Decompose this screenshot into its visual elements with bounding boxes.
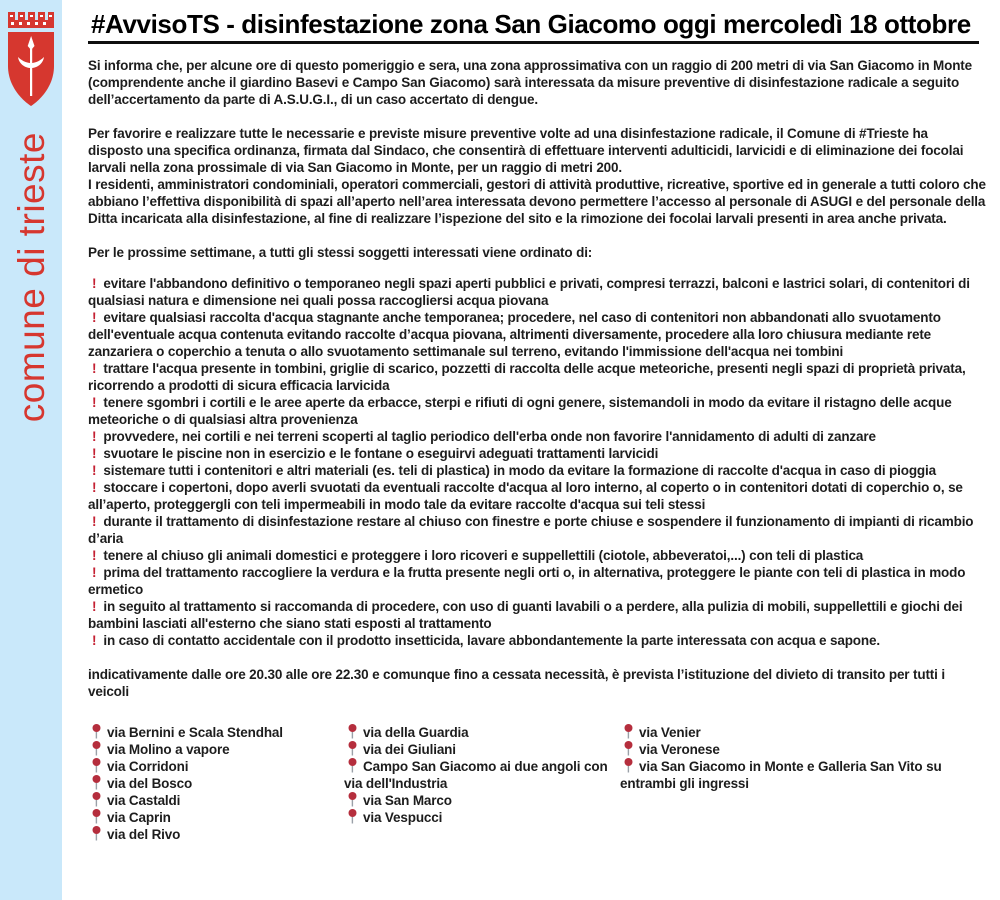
pin-icon: [92, 741, 101, 756]
pin-icon: [348, 792, 357, 807]
org-name-vertical: comune di trieste: [10, 132, 52, 423]
directive-text: trattare l'acqua presente in tombini, griglie di scarico, pozzetti di raccolta delle acque meteoriche, presenti negli spazi di proprietà privata, ricorrendo a prodotti di sicura efficacia larvicida: [88, 361, 966, 393]
directive-text: tenere al chiuso gli animali domestici e proteggere i loro ricoveri e suppellettili (ciotole, abbeveratoi,...) con teli di plastica: [103, 548, 864, 563]
directives-lead: Per le prossime settimane, a tutti gli stessi soggetti interessati viene ordinato di:: [88, 245, 593, 260]
exclamation-icon: !: [92, 565, 97, 580]
pin-icon: [624, 758, 633, 773]
street-item: via Vespucci: [344, 809, 620, 826]
streets-column-3: [620, 724, 986, 843]
directive-item: [88, 394, 986, 428]
directive-item: [88, 513, 986, 547]
street-item: via Veronese: [620, 741, 986, 758]
street-item: via Castaldi: [88, 792, 344, 809]
street-item: via San Marco: [344, 792, 620, 809]
pin-icon: [348, 724, 357, 739]
directive-text: tenere sgombri i cortili e le aree aperte da erbacce, sterpi e rifiuti di ogni genere, sistemandoli in modo da evitare il ristagno delle acque meteoriche o di qualsiasi altra provenienza: [88, 395, 952, 427]
exclamation-icon: !: [92, 548, 97, 563]
directive-item: [88, 428, 986, 445]
streets-column-2: [344, 724, 620, 843]
exclamation-icon: !: [92, 310, 97, 325]
exclamation-icon: !: [92, 361, 97, 376]
directive-item: [88, 462, 986, 479]
street-item: via Bernini e Scala Stendhal: [88, 724, 344, 741]
ordinance-paragraph-1: Per favorire e realizzare tutte le necessarie e previste misure preventive volte ad una disinfestazione radicale, il Comune di #Trieste ha disposto una specifica ordinanza, firmata dal Sindaco, che consentirà di effettuare interventi adulticidi, larvicidi e di eliminazione dei focolai larvali nella zona prossimale di via San Giacomo in Monte, per un raggio di metri 200.: [88, 126, 964, 175]
pin-icon: [624, 741, 633, 756]
directive-item: [88, 445, 986, 462]
notice-title: #AvvisoTS - disinfestazione zona San Giacomo oggi mercoledì 18 ottobre: [88, 8, 979, 44]
exclamation-icon: !: [92, 480, 97, 495]
street-item: Campo San Giacomo ai due angoli con via dell'Industria: [344, 759, 608, 791]
directive-text: sistemare tutti i contenitori e altri materiali (es. teli di plastica) in modo da evitare la formazione di raccolte d'acqua in caso di pioggia: [103, 463, 936, 478]
directives-list: [88, 275, 986, 649]
exclamation-icon: !: [92, 599, 97, 614]
pin-icon: [92, 809, 101, 824]
street-item: via Molino a vapore: [88, 741, 344, 758]
pin-icon: [92, 826, 101, 841]
directive-text: evitare qualsiasi raccolta d'acqua stagnante anche temporanea; procedere, nel caso di contenitori non abbandonati allo svuotamento dell'eventuale acqua contenuta evitando raccolte d’acqua piovana, altrimenti diversamente, procedere alla loro chiusura mediante rete zanzariera o coperchio a tenuta o allo svuotamento settimanale sul terreno, evitando l'immissione dell'acqua nei tombini: [88, 310, 941, 359]
directive-text: prima del trattamento raccogliere la verdura e la frutta presente negli orti o, in alternativa, proteggere le piante con teli di plastica in modo ermetico: [88, 565, 966, 597]
exclamation-icon: !: [92, 276, 97, 291]
exclamation-icon: !: [92, 463, 97, 478]
directive-item: [88, 479, 986, 513]
directive-text: durante il trattamento di disinfestazione restare al chiuso con finestre e porte chiuse e sospendere il funzionamento di impianti di ricambio d’aria: [88, 514, 974, 546]
street-item: via del Bosco: [88, 775, 344, 792]
directive-item: [88, 360, 986, 394]
exclamation-icon: !: [92, 429, 97, 444]
directive-text: stoccare i copertoni, dopo averli svuotati da eventuali raccolte d'acqua al loro interno, al coperto o in contenitori dotati di coperchio o, se all’aperto, proteggergli con teli impermeabili in modo tale da evitare raccolte d'acqua sui teli stessi: [88, 480, 963, 512]
exclamation-icon: !: [92, 446, 97, 461]
sidebar: [0, 0, 62, 900]
pin-icon: [92, 758, 101, 773]
directive-text: in caso di contatto accidentale con il prodotto insetticida, lavare abbondantemente la parte interessata con acqua e sapone.: [103, 633, 880, 648]
trieste-coat-of-arms-icon: [7, 10, 55, 120]
notice-body: [88, 8, 986, 843]
pin-icon: [624, 724, 633, 739]
pin-icon: [92, 775, 101, 790]
directive-item: [88, 632, 986, 649]
street-item: via del Rivo: [88, 826, 344, 843]
directive-text: svuotare le piscine non in esercizio e le fontane o eseguirvi adeguati trattamenti larvicidi: [103, 446, 659, 461]
directive-item: [88, 275, 986, 309]
directive-item: [88, 598, 986, 632]
directive-item: [88, 564, 986, 598]
directive-text: provvedere, nei cortili e nei terreni scoperti al taglio periodico dell'erba onde non favorire l'annidamento di adulti di zanzare: [103, 429, 876, 444]
exclamation-icon: !: [92, 633, 97, 648]
pin-icon: [348, 758, 357, 773]
intro-paragraph: Si informa che, per alcune ore di questo pomeriggio e sera, una zona approssimativa con un raggio di 200 metri di via San Giacomo in Monte (comprendente anche il giardino Basevi e Campo San Giacomo) sarà interessata da misure preventive di disinfestazione radicale a seguito dell’accertamento da parte di A.S.U.G.I., di un caso accertato di dengue.: [88, 58, 973, 107]
directive-text: evitare l'abbandono definitivo o temporaneo negli spazi aperti pubblici e privati, compresi terrazzi, balconi e lastrici solari, di contenitori di qualsiasi natura e dimensione nei quali possa raccogliersi acqua piovana: [88, 276, 970, 308]
directive-item: [88, 547, 986, 564]
directive-text: in seguito al trattamento si raccomanda di procedere, con uso di guanti lavabili o a perdere, alla pulizia di mobili, suppellettili e giochi dei bambini lasciati all'esterno che siano stati esposti al trattamento: [88, 599, 963, 631]
street-item: via della Guardia: [344, 724, 620, 741]
exclamation-icon: !: [92, 514, 97, 529]
pin-icon: [92, 792, 101, 807]
street-item: via Corridoni: [88, 758, 344, 775]
ordinance-paragraph-2: I residenti, amministratori condominiali, operatori commerciali, gestori di attività produttive, ricreative, sportive ed in generale a tutti coloro che abbiano l’effettiva disponibilità di spazi all’aperto nell’area interessata devono permettere l’accesso al personale di ASUGI e del personale della Ditta incaricata alla disinfestazione, al fine di realizzare l’ispezione del sito e la rimozione dei focolai larvali presenti in area anche privata.: [88, 177, 986, 226]
exclamation-icon: !: [92, 395, 97, 410]
street-item: via San Giacomo in Monte e Galleria San Vito su entrambi gli ingressi: [620, 759, 942, 791]
pin-icon: [348, 741, 357, 756]
pin-icon: [92, 724, 101, 739]
street-item: via Venier: [620, 724, 986, 741]
directive-item: [88, 309, 986, 360]
street-item: via dei Giuliani: [344, 741, 620, 758]
street-item: via Caprin: [88, 809, 344, 826]
transit-ban-notice: indicativamente dalle ore 20.30 alle ore 22.30 e comunque fino a cessata necessità, è prevista l’istituzione del divieto di transito per tutti i veicoli: [88, 667, 945, 699]
streets-list: [88, 724, 986, 843]
streets-column-1: [88, 724, 344, 843]
pin-icon: [348, 809, 357, 824]
